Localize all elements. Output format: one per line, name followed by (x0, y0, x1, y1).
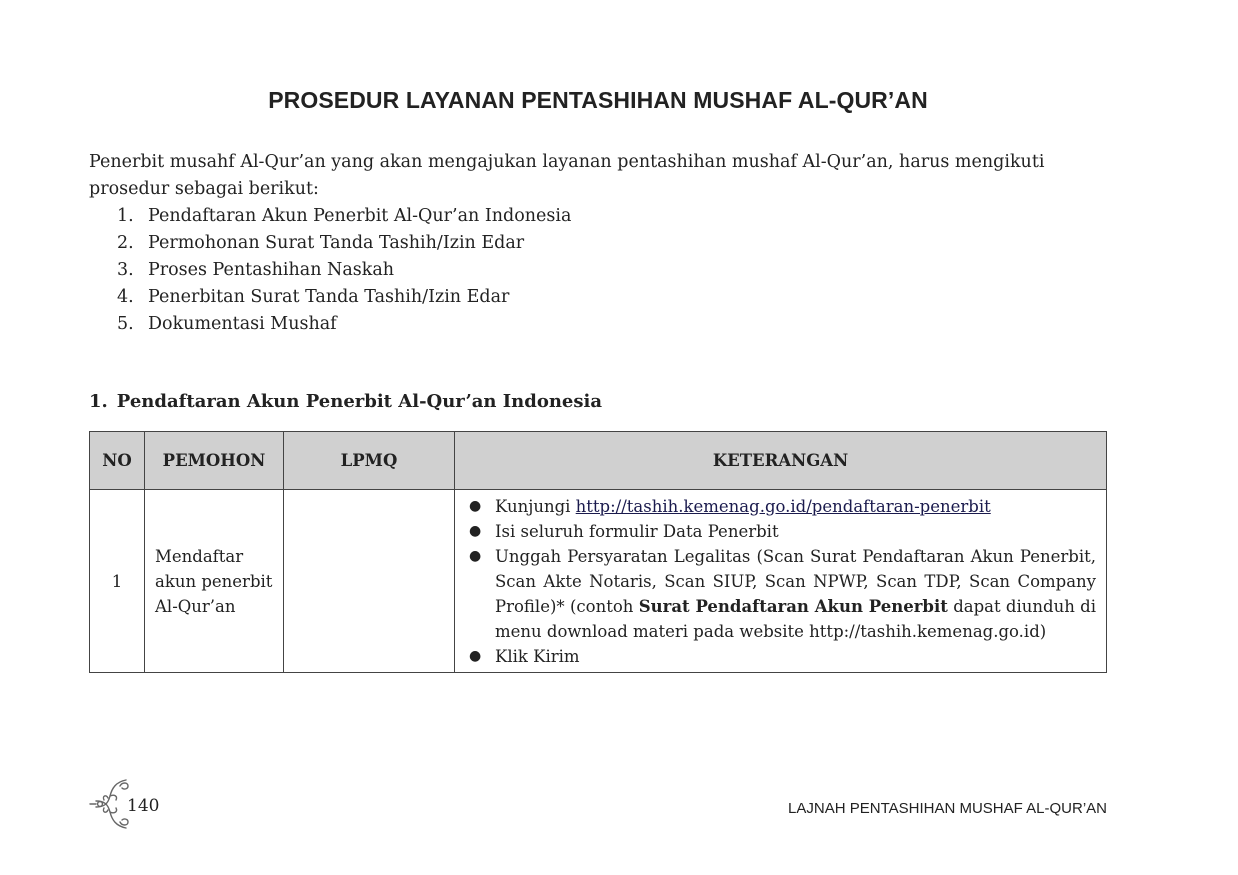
procedure-list (117, 203, 571, 338)
list-item (117, 257, 571, 284)
cell-pemohon (145, 490, 284, 673)
item-text: Unggah Persyaratan Legalitas (Scan Surat Pendaftaran Akun Penerbit, Scan Akte Notaris, Scan SIUP, Scan NPWP, Scan TDP, Scan Company Profile)* (contoh (495, 547, 1096, 616)
list-item-number: 3. (117, 260, 134, 280)
registration-link[interactable]: http://tashih.kemenag.go.id/pendaftaran-penerbit (575, 497, 991, 516)
table-row (90, 490, 1107, 673)
item-text-bold: Surat Pendaftaran Akun Penerbit (638, 597, 948, 616)
list-item-number: 1. (117, 206, 134, 226)
list-item (465, 519, 1096, 544)
section-number: 1. (89, 391, 108, 412)
list-item-label: Permohonan Surat Tanda Tashih/Izin Edar (148, 233, 525, 253)
header-keterangan: KETERANGAN (455, 432, 1107, 490)
list-item (465, 544, 1096, 644)
list-item-number: 5. (117, 314, 134, 334)
footer-title: LAJNAH PENTASHIHAN MUSHAF AL-QUR’AN (788, 800, 1107, 817)
bullet-icon: ● (469, 648, 482, 664)
item-text: dapat diunduh di menu download materi pada website http://tashih.kemenag.go.id) (495, 597, 1096, 641)
bullet-icon: ● (469, 548, 482, 564)
list-item (117, 230, 571, 257)
requirements-table (89, 431, 1107, 673)
keterangan-list (465, 494, 1096, 669)
list-item (117, 311, 571, 338)
list-item (465, 644, 1096, 669)
list-item-label: Penerbitan Surat Tanda Tashih/Izin Edar (148, 287, 510, 307)
section-title: Pendaftaran Akun Penerbit Al-Qur’an Indonesia (116, 391, 603, 412)
pemohon-line: Al-Qur’an (155, 596, 236, 616)
table-header-row (90, 432, 1107, 490)
list-item-number: 4. (117, 287, 134, 307)
list-item (117, 203, 571, 230)
page-title: PROSEDUR LAYANAN PENTASHIHAN MUSHAF AL-QUR’AN (268, 87, 928, 113)
item-text: Klik Kirim (495, 647, 580, 666)
bullet-icon: ● (469, 498, 482, 514)
list-item-label: Dokumentasi Mushaf (148, 314, 337, 334)
page-number: 140 (127, 796, 160, 816)
cell-lpmq (284, 490, 455, 673)
bullet-icon: ● (469, 523, 482, 539)
list-item-number: 2. (117, 233, 134, 253)
intro-paragraph: Penerbit musahf Al-Qur’an yang akan mengajukan layanan pentashihan mushaf Al-Qur’an, harus mengikuti prosedur sebagai berikut: (89, 152, 1045, 199)
header-no: NO (90, 432, 145, 490)
list-item-label: Pendaftaran Akun Penerbit Al-Qur’an Indonesia (148, 206, 572, 226)
list-item (117, 284, 571, 311)
cell-no: 1 (90, 490, 145, 673)
header-pemohon: PEMOHON (145, 432, 284, 490)
header-lpmq: LPMQ (284, 432, 455, 490)
item-text: Isi seluruh formulir Data Penerbit (495, 522, 779, 541)
list-item-label: Proses Pentashihan Naskah (148, 260, 395, 280)
item-text: Kunjungi (495, 497, 576, 516)
pemohon-line: akun penerbit (155, 571, 273, 591)
list-item (465, 494, 1096, 519)
cell-keterangan (455, 490, 1107, 673)
pemohon-line: Mendaftar (155, 546, 244, 566)
section-heading (89, 391, 602, 412)
